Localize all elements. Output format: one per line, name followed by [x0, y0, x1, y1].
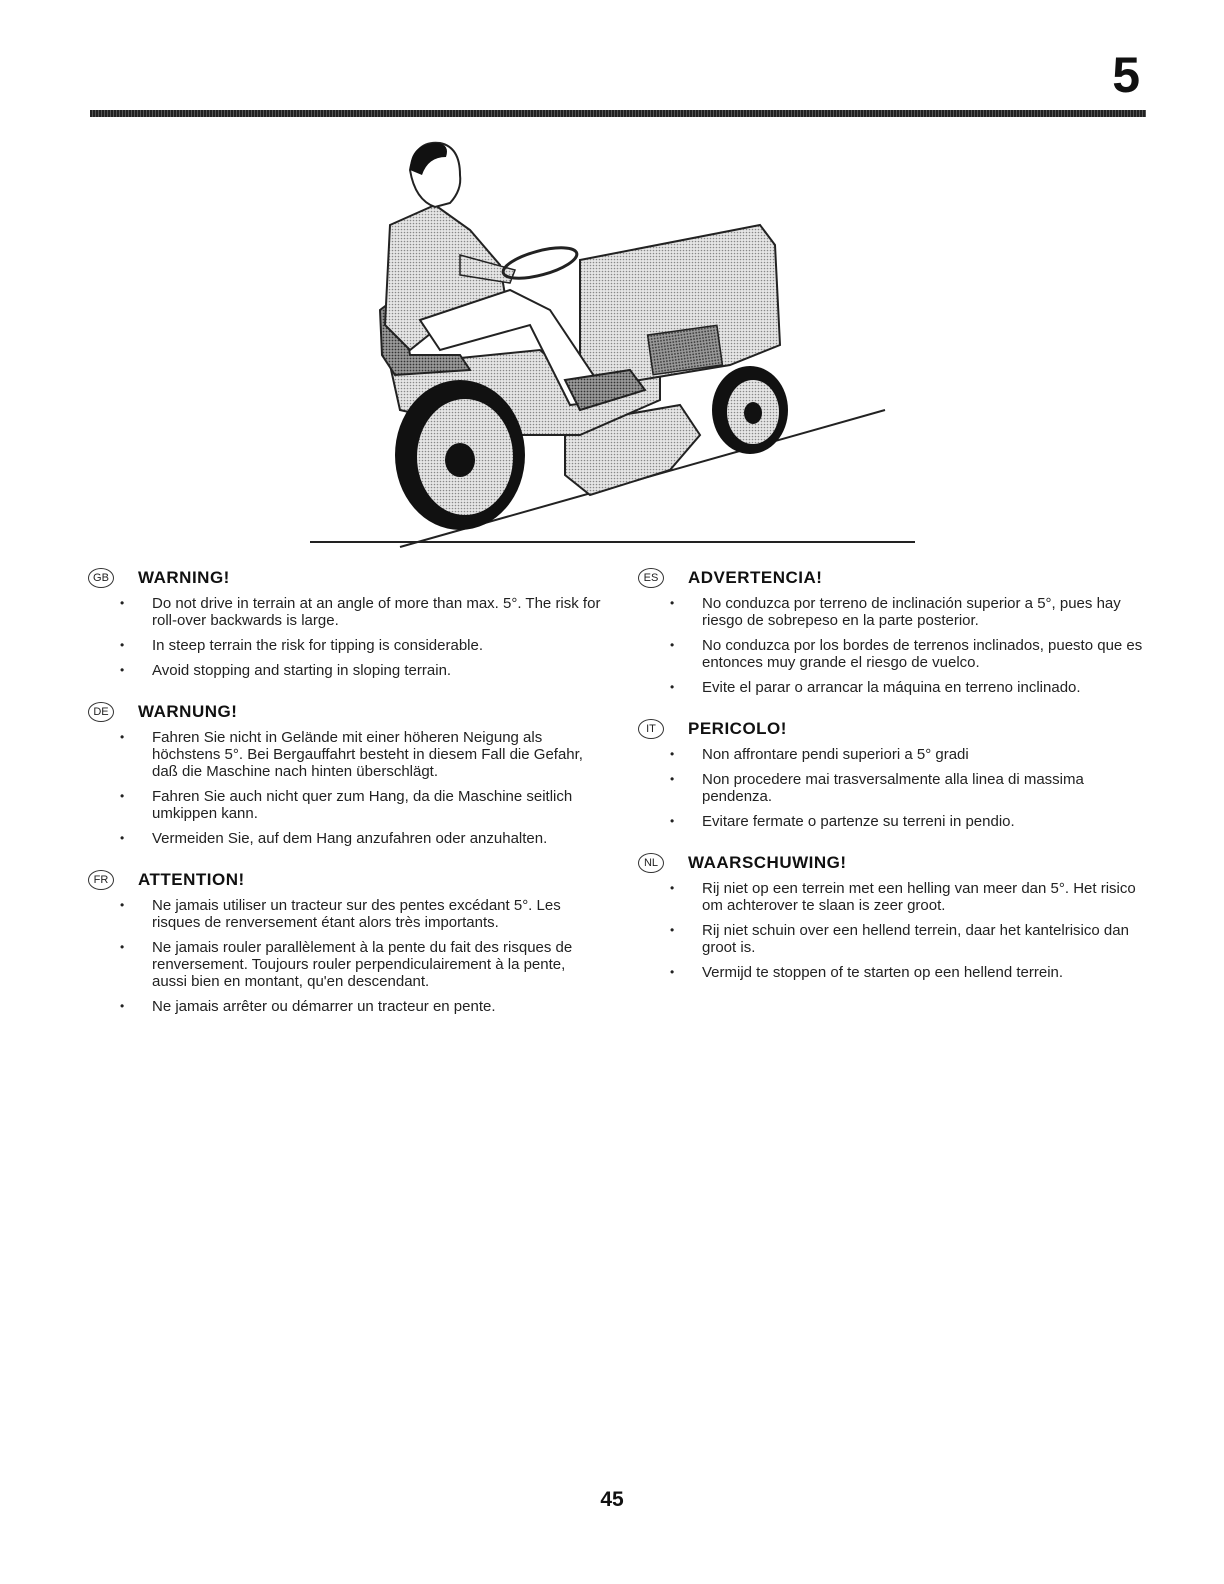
steering-wheel [500, 242, 580, 285]
page-number: 45 [600, 1488, 624, 1511]
list-item: • Ne jamais rouler parallèlement à la pente du fait des risques de renversement. Toujours rouler perpendiculairement à la pente, aussi bien en montant, qu'en descendant. [120, 939, 603, 990]
list-item: • Vermeiden Sie, auf dem Hang anzufahren oder anzuhalten. [120, 830, 603, 847]
list-item: • Evitare fermate o partenze su terreni in pendio. [670, 813, 1148, 830]
list-item: • Do not drive in terrain at an angle of more than max. 5°. The risk for roll-over backwards is large. [120, 595, 603, 629]
section-title: ATTENTION! [138, 870, 245, 889]
section-title: WARNUNG! [138, 702, 238, 721]
chapter-number: 5 [1112, 47, 1140, 103]
lang-badge-it: IT [638, 719, 664, 739]
tractor-on-slope-illustration [310, 135, 920, 550]
warning-section-de [88, 699, 603, 847]
list-item: • In steep terrain the risk for tipping is considerable. [120, 637, 603, 654]
list-item: • Non affrontare pendi superiori a 5° gradi [670, 746, 1148, 763]
lang-badge-es: ES [638, 568, 664, 588]
right-column [638, 565, 1148, 1001]
list-item: • No conduzca por los bordes de terrenos inclinados, puesto que es entonces muy grande el riesgo de vuelco. [670, 637, 1148, 671]
warning-section-it [638, 716, 1148, 830]
lang-badge-de: DE [88, 702, 114, 722]
list-item: • Rij niet schuin over een hellend terrein, daar het kantelrisico dan groot is. [670, 922, 1148, 956]
list-item: • Ne jamais arrêter ou démarrer un tracteur en pente. [120, 998, 603, 1015]
section-title: WARNING! [138, 568, 230, 587]
warning-section-fr [88, 867, 603, 1015]
lang-badge-gb: GB [88, 568, 114, 588]
list-item: • Non procedere mai trasversalmente alla linea di massima pendenza. [670, 771, 1148, 805]
list-item: • Vermijd te stoppen of te starten op een hellend terrein. [670, 964, 1148, 981]
list-item: • Evite el parar o arrancar la máquina en terreno inclinado. [670, 679, 1148, 696]
list-item: • Avoid stopping and starting in sloping terrain. [120, 662, 603, 679]
list-item: • Rij niet op een terrein met een helling van meer dan 5°. Het risico om achterover te slaan is zeer groot. [670, 880, 1148, 914]
list-item: • Fahren Sie nicht in Gelände mit einer höheren Neigung als höchstens 5°. Bei Bergauffahrt besteht in diesem Fall die Gefahr, daß die Maschine nach hinten überschlägt. [120, 729, 603, 780]
section-title: WAARSCHUWING! [688, 853, 847, 872]
section-title: PERICOLO! [688, 719, 787, 738]
front-wheel [712, 366, 788, 454]
left-column [88, 565, 603, 1035]
header-rule [90, 110, 1146, 117]
section-title: ADVERTENCIA! [688, 568, 823, 587]
rear-wheel [395, 380, 525, 530]
lang-badge-fr: FR [88, 870, 114, 890]
list-item: • Fahren Sie auch nicht quer zum Hang, da die Maschine seitlich umkippen kann. [120, 788, 603, 822]
list-item: • No conduzca por terreno de inclinación superior a 5°, pues hay riesgo de sobrepeso en la parte posterior. [670, 595, 1148, 629]
lang-badge-nl: NL [638, 853, 664, 873]
warning-section-es [638, 565, 1148, 696]
warning-section-gb [88, 565, 603, 679]
list-item: • Ne jamais utiliser un tracteur sur des pentes excédant 5°. Les risques de renversement étant alors très importants. [120, 897, 603, 931]
warning-section-nl [638, 850, 1148, 981]
